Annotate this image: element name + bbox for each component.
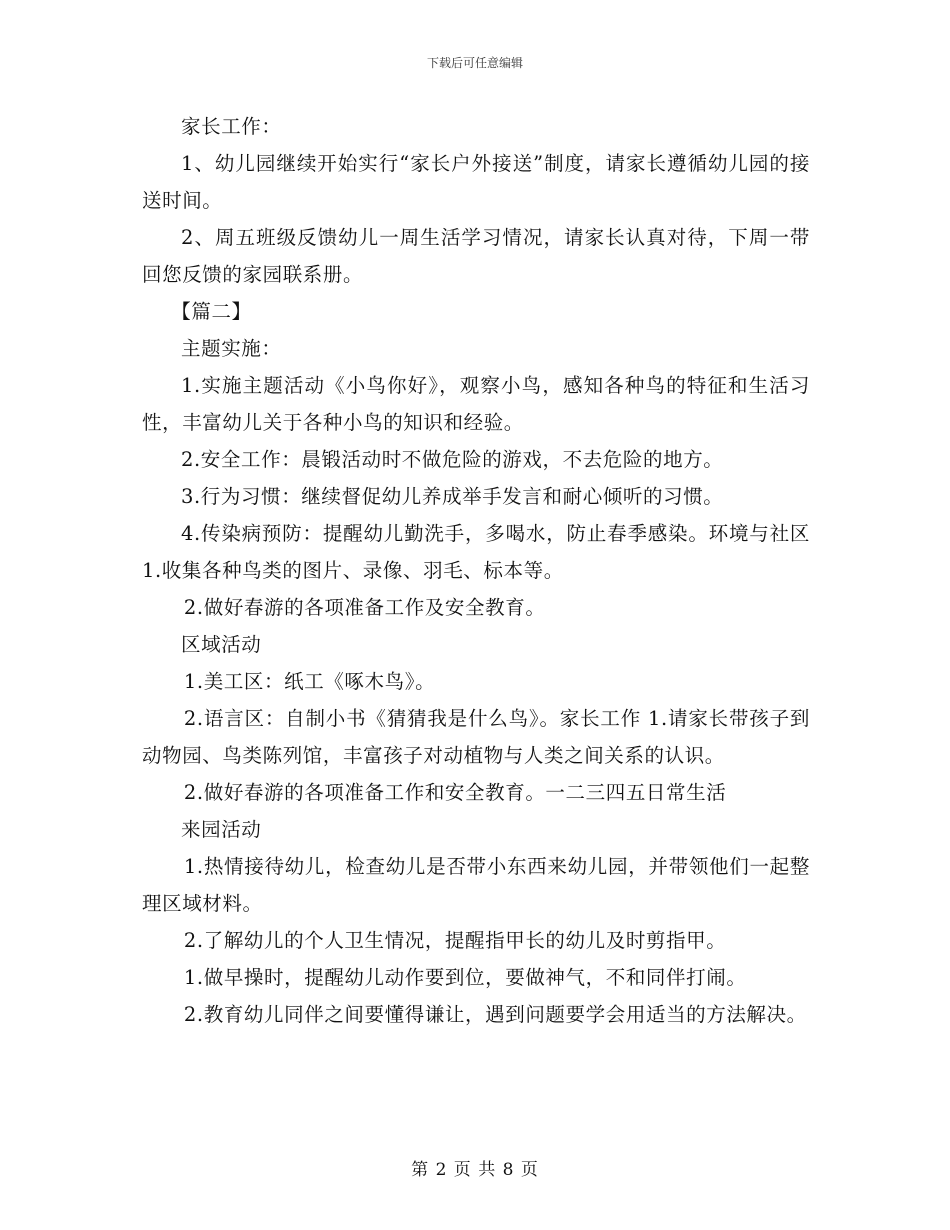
paragraph: 2、周五班级反馈幼儿一周生活学习情况，请家长认真对待，下周一带回您反馈的家园联系册。: [142, 226, 810, 286]
paragraph: 1.美工区：纸工《啄木鸟》。: [183, 670, 436, 693]
page-header: 下载后可任意编辑: [426, 56, 523, 70]
paragraph: 2.安全工作：晨锻活动时不做危险的游戏，不去危险的地方。: [181, 448, 724, 471]
document-body: [142, 108, 810, 1033]
section-heading: 【篇二】: [171, 300, 252, 323]
paragraph: 2.语言区：自制小书《猜猜我是什么鸟》。家长工作 1.请家长带孩子到动物园、鸟类陈列馆，丰富孩子对动植物与人类之间关系的认识。: [142, 707, 810, 767]
paragraph: 1.热情接待幼儿，检查幼儿是否带小东西来幼儿园，并带领他们一起整理区域材料。: [142, 855, 810, 915]
paragraph: 家长工作：: [181, 115, 282, 138]
paragraph: 3.行为习惯：继续督促幼儿养成举手发言和耐心倾听的习惯。: [181, 485, 724, 508]
paragraph: 区域活动: [181, 633, 262, 656]
paragraph: 1、幼儿园继续开始实行“家长户外接送”制度，请家长遵循幼儿园的接送时间。: [142, 152, 810, 212]
paragraph: 2.了解幼儿的个人卫生情况，提醒指甲长的幼儿及时剪指甲。: [183, 929, 727, 952]
paragraph: 4.传染病预防：提醒幼儿勤洗手，多喝水，防止春季感染。环境与社区 1.收集各种鸟类的图片、录像、羽毛、标本等。: [142, 522, 810, 582]
paragraph: 来园活动: [181, 818, 262, 841]
page-footer: 第 2 页 共 8 页: [411, 1160, 539, 1180]
paragraph: 2.做好春游的各项准备工作及安全教育。: [183, 596, 546, 619]
paragraph: 1.做早操时，提醒幼儿动作要到位，要做神气，不和同伴打闹。: [183, 966, 747, 989]
paragraph: 主题实施：: [181, 337, 282, 360]
paragraph: 2.教育幼儿同伴之间要懂得谦让，遇到问题要学会用适当的方法解决。: [183, 1003, 807, 1026]
paragraph: 1.实施主题活动《小鸟你好》，观察小鸟，感知各种鸟的特征和生活习性，丰富幼儿关于各种小鸟的知识和经验。: [142, 374, 810, 434]
paragraph: 2.做好春游的各项准备工作和安全教育。一二三四五日常生活: [183, 781, 727, 804]
